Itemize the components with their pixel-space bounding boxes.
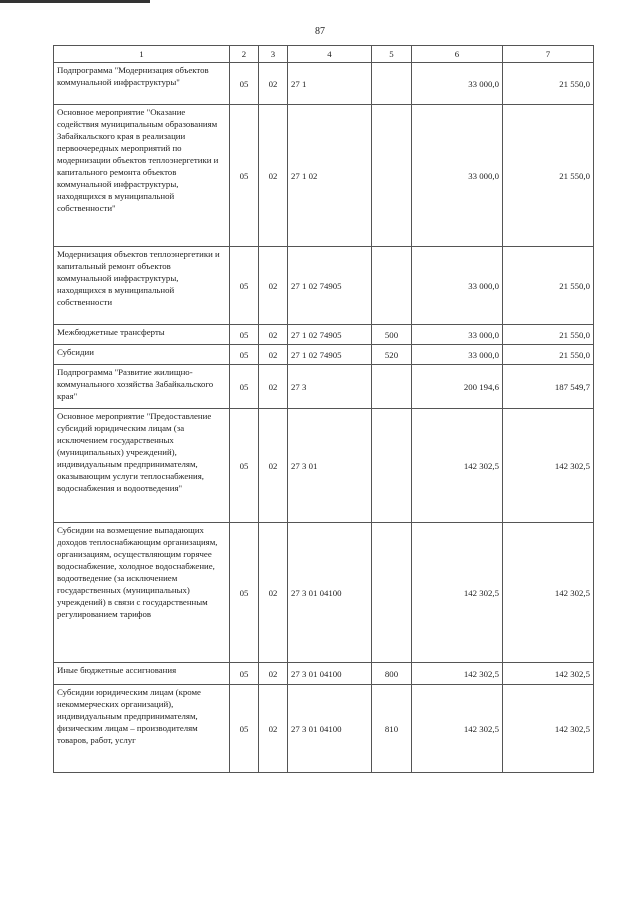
row-section: 05 bbox=[230, 105, 259, 247]
row-sum-2: 142 302,5 bbox=[503, 685, 594, 773]
table-row bbox=[54, 365, 594, 409]
row-section: 05 bbox=[230, 409, 259, 523]
row-expense-type: 810 bbox=[372, 685, 412, 773]
row-expense-type bbox=[372, 247, 412, 325]
row-target-code: 27 1 02 74905 bbox=[288, 325, 372, 345]
row-expense-type bbox=[372, 409, 412, 523]
row-target-code: 27 3 01 bbox=[288, 409, 372, 523]
row-target-code: 27 3 bbox=[288, 365, 372, 409]
row-expense-type bbox=[372, 63, 412, 105]
row-target-code: 27 3 01 04100 bbox=[288, 685, 372, 773]
row-name: Основное мероприятие "Предоставление субсидий юридическим лицам (за исключением государственных (муниципальных) учреждений), индивидуальным предпринимателям, оказывающим услуги теплоснабжения, водоснабжения и водоотведения" bbox=[54, 409, 230, 523]
row-name: Межбюджетные трансферты bbox=[54, 325, 230, 345]
row-sum-2: 142 302,5 bbox=[503, 409, 594, 523]
row-sum-2: 187 549,7 bbox=[503, 365, 594, 409]
row-name: Иные бюджетные ассигнования bbox=[54, 663, 230, 685]
row-subsection: 02 bbox=[259, 345, 288, 365]
column-header: 7 bbox=[503, 46, 594, 63]
column-header: 6 bbox=[412, 46, 503, 63]
table-row bbox=[54, 685, 594, 773]
column-header: 1 bbox=[54, 46, 230, 63]
row-sum-1: 142 302,5 bbox=[412, 685, 503, 773]
row-section: 05 bbox=[230, 663, 259, 685]
row-section: 05 bbox=[230, 325, 259, 345]
row-target-code: 27 1 02 bbox=[288, 105, 372, 247]
row-expense-type: 800 bbox=[372, 663, 412, 685]
budget-table bbox=[53, 45, 594, 773]
row-target-code: 27 1 02 74905 bbox=[288, 345, 372, 365]
row-sum-2: 21 550,0 bbox=[503, 247, 594, 325]
row-sum-2: 142 302,5 bbox=[503, 663, 594, 685]
row-sum-1: 33 000,0 bbox=[412, 345, 503, 365]
row-sum-1: 200 194,6 bbox=[412, 365, 503, 409]
row-expense-type: 520 bbox=[372, 345, 412, 365]
row-name: Субсидии на возмещение выпадающих доходов теплоснабжающим организациям, организациям, осуществляющим горячее водоснабжение, холодное водоснабжение, водоотведение (за исключением государственных (муниципальных) учреждений) в связи с государственным регулированием тарифов bbox=[54, 523, 230, 663]
row-name: Подпрограмма "Модернизация объектов коммунальной инфраструктуры" bbox=[54, 63, 230, 105]
row-subsection: 02 bbox=[259, 247, 288, 325]
row-subsection: 02 bbox=[259, 663, 288, 685]
row-section: 05 bbox=[230, 685, 259, 773]
row-sum-1: 142 302,5 bbox=[412, 523, 503, 663]
table-row bbox=[54, 105, 594, 247]
row-subsection: 02 bbox=[259, 105, 288, 247]
row-sum-1: 142 302,5 bbox=[412, 409, 503, 523]
row-section: 05 bbox=[230, 523, 259, 663]
row-target-code: 27 3 01 04100 bbox=[288, 663, 372, 685]
table-row bbox=[54, 63, 594, 105]
row-section: 05 bbox=[230, 345, 259, 365]
row-sum-1: 142 302,5 bbox=[412, 663, 503, 685]
row-sum-1: 33 000,0 bbox=[412, 63, 503, 105]
row-expense-type bbox=[372, 105, 412, 247]
row-subsection: 02 bbox=[259, 325, 288, 345]
row-subsection: 02 bbox=[259, 685, 288, 773]
table-row bbox=[54, 247, 594, 325]
row-name: Основное мероприятие "Оказание содействия муниципальным образованиям Забайкальского края в реализации первоочередных мероприятий по модернизации объектов теплоэнергетики и капитального ремонта объектов коммунальной инфраструктуры, находящихся в муниципальной собственности" bbox=[54, 105, 230, 247]
scan-corner-mark bbox=[0, 0, 150, 3]
row-target-code: 27 1 02 74905 bbox=[288, 247, 372, 325]
table-row bbox=[54, 345, 594, 365]
row-target-code: 27 1 bbox=[288, 63, 372, 105]
row-name: Модернизация объектов теплоэнергетики и капитальный ремонт объектов коммунальной инфраструктуры, находящихся в муниципальной собственности bbox=[54, 247, 230, 325]
row-sum-2: 21 550,0 bbox=[503, 105, 594, 247]
row-expense-type: 500 bbox=[372, 325, 412, 345]
table-row bbox=[54, 325, 594, 345]
row-subsection: 02 bbox=[259, 409, 288, 523]
row-name: Подпрограмма "Развитие жилищно-коммунального хозяйства Забайкальского края" bbox=[54, 365, 230, 409]
row-sum-2: 21 550,0 bbox=[503, 63, 594, 105]
row-subsection: 02 bbox=[259, 365, 288, 409]
column-header: 5 bbox=[372, 46, 412, 63]
row-sum-2: 21 550,0 bbox=[503, 325, 594, 345]
table-row bbox=[54, 409, 594, 523]
table-header-row bbox=[54, 46, 594, 63]
row-sum-2: 21 550,0 bbox=[503, 345, 594, 365]
row-section: 05 bbox=[230, 247, 259, 325]
row-sum-1: 33 000,0 bbox=[412, 247, 503, 325]
table-row bbox=[54, 523, 594, 663]
row-name: Субсидии юридическим лицам (кроме некоммерческих организаций), индивидуальным предпринимателям, физическим лицам – производителям товаров, работ, услуг bbox=[54, 685, 230, 773]
table-row bbox=[54, 663, 594, 685]
row-sum-1: 33 000,0 bbox=[412, 105, 503, 247]
row-name: Субсидии bbox=[54, 345, 230, 365]
row-section: 05 bbox=[230, 63, 259, 105]
page-number: 87 bbox=[315, 26, 325, 37]
row-section: 05 bbox=[230, 365, 259, 409]
row-sum-1: 33 000,0 bbox=[412, 325, 503, 345]
column-header: 4 bbox=[288, 46, 372, 63]
column-header: 3 bbox=[259, 46, 288, 63]
row-target-code: 27 3 01 04100 bbox=[288, 523, 372, 663]
row-sum-2: 142 302,5 bbox=[503, 523, 594, 663]
column-header: 2 bbox=[230, 46, 259, 63]
row-expense-type bbox=[372, 523, 412, 663]
row-expense-type bbox=[372, 365, 412, 409]
row-subsection: 02 bbox=[259, 523, 288, 663]
row-subsection: 02 bbox=[259, 63, 288, 105]
